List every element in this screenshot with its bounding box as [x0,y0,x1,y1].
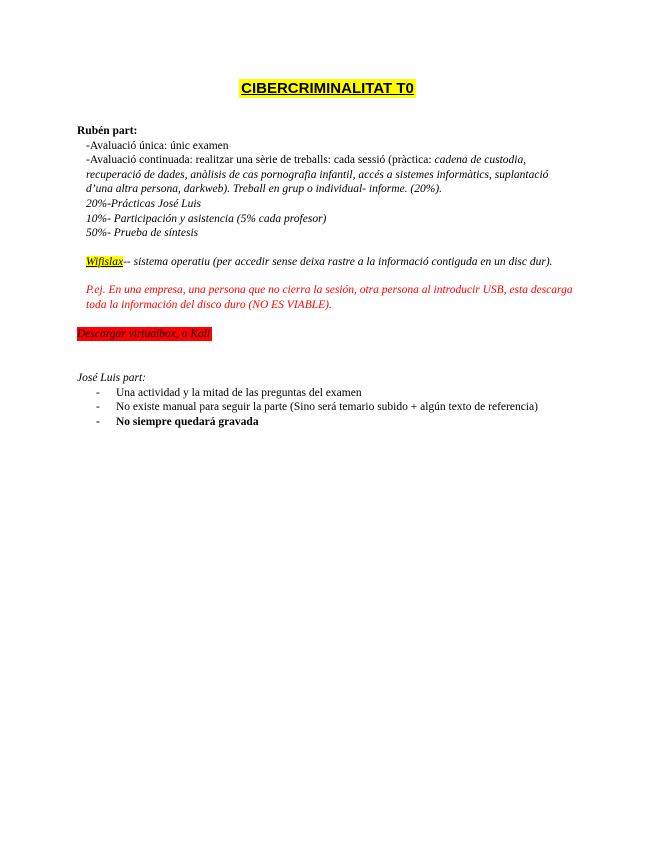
percentage-practices: 20%-Prácticas José Luis [86,197,201,210]
wifislax-description: -- sistema operatiu (per accedir sense deixa rastre a la informació contiguda en un disc dur). [123,255,553,268]
evaluation-single: -Avaluació única: únic examen [86,139,229,152]
wifislax-term: Wifislax [86,255,124,268]
percentage-synthesis: 50%- Prueba de síntesis [86,227,199,240]
title-text: CIBERCRIMINALITAT T0 [241,80,414,97]
wifislax-paragraph [86,255,577,270]
list-item: - No siempre quedará gravada [77,415,577,430]
evaluation-continuous-text: -Avaluació continuada: realitzar una sèrie de treballs: cada sessió (pràctica: [86,154,435,167]
evaluation-continuous [86,153,577,197]
document-body [77,124,577,430]
document-title [0,80,655,98]
ruben-heading: Rubén part: [77,125,138,137]
jose-heading: José Luis part: [77,372,146,385]
percentage-participation: 10%- Participación y asistencia (5% cada profesor) [86,212,327,225]
jose-list [77,386,577,430]
download-note [77,327,577,342]
ruben-section [77,139,577,313]
download-text: Descargar virtualbox, o Kali [77,327,211,340]
evaluation-continuous-details: cadena de custodia, recuperació de dades, anàlisis de cas pornografia infantil, accés a sistemes informàtics, suplantació d’una altra persona, darkweb). Treball en grup o individual- informe. (20%). [86,154,549,196]
list-item: - Una actividad y la mitad de las preguntas del examen [77,386,577,401]
example-paragraph: P.ej. En una empresa, una persona que no cierra la sesión, otra persona al introducir USB, esta descarga toda la información del disco duro (NO ES VIABLE). [86,284,573,311]
list-item: - No existe manual para seguir la parte (Sino será temario subido + algún texto de referencia) [77,400,577,415]
